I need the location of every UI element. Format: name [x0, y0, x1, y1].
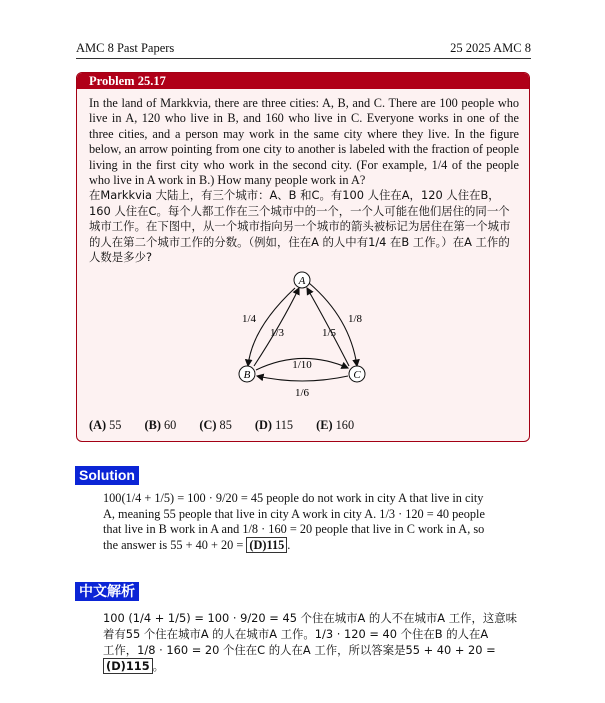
node-a: A [298, 275, 306, 287]
header-rule [76, 58, 531, 59]
answer-choices [89, 418, 374, 433]
label-a-b: 1/4 [241, 313, 257, 325]
label-c-b: 1/6 [294, 387, 310, 399]
chinese-solution-line-1: 100 (1/4 + 1/5) = 100 · 9/20 = 45 个住在城市A 的人不在城市A 工作，这意味 [103, 611, 518, 625]
solution-line-3: that live in B work in A and 1/8 · 160 = 20 people that live in C work in A, so [103, 522, 485, 537]
choice-c: (C) 85 [199, 418, 232, 432]
chinese-solution-body [103, 610, 533, 674]
label-c-a: 1/5 [321, 327, 337, 339]
arrow-c-to-b [257, 376, 348, 381]
chinese-solution-line-4: (D)115 。 [103, 658, 533, 674]
chinese-solution-line-2: 着有55 个住在城市A 的人在城市A 工作。1/3 · 120 = 40 个住在B 的人在A [103, 627, 489, 641]
node-c: C [353, 369, 361, 381]
label-a-c: 1/8 [347, 313, 363, 325]
choice-e: (E) 160 [316, 418, 355, 432]
choice-d: (D) 115 [254, 418, 294, 432]
chinese-solution-heading: 中文解析 [75, 582, 139, 601]
chinese-solution-line-3: 工作，1/8 · 160 = 20 个住在C 的人在A 工作，所以答案是55 + 40 + 20 = [103, 643, 496, 657]
chinese-answer-box: (D)115 [103, 658, 153, 674]
solution-heading: Solution [75, 466, 139, 485]
problem-english-text: In the land of Markkvia, there are three cities: A, B, and C. There are 100 people who live in A, 120 who live in B, and 160 who live in C. Everyone works in one of the three cities, and a person may work in the same city where they live. In the figure below, an arrow pointing from one city to another is labeled with the fraction of people living in the first city who work in the second city. (For example, 1/4 of the people who live in A work in B.) How many people work in A? [89, 96, 519, 188]
header-title: AMC 8 Past Papers [76, 41, 175, 55]
solution-line-4: the answer is 55 + 40 + 20 = (D)115 . [103, 537, 291, 552]
choice-a: (A) 55 [89, 418, 122, 432]
solution-line-1: 100(1/4 + 1/5) = 100 · 9/20 = 45 people do not work in city A that live in city [103, 491, 484, 505]
header-page-info: 25 2025 AMC 8 [450, 41, 531, 55]
solution-answer-box: (D)115 [246, 537, 287, 553]
solution-line-2: A, meaning 55 people that live in city A work in city A. 1/3 · 120 = 40 people [103, 506, 485, 521]
label-b-c: 1/10 [292, 359, 312, 371]
node-b: B [243, 369, 251, 381]
problem-title: Problem 25.17 [77, 73, 529, 89]
problem-chinese-text: 在Markkvia 大陆上，有三个城市：A、B 和C。有100 人住在A，120 人住在B，160 人住在C。每个人都工作在三个城市中的一个，一个人可能在他们居住的同一个城市工作。在下图中，从一个城市指向另一个城市的箭头被标记为居住在第一个城市的人在第二个城市工作的分数。（例如，住在A 的人中有1/4 在B 工作。）在A 工作的人数是多少? [89, 188, 511, 265]
solution-body [103, 491, 533, 553]
label-b-a: 1/3 [269, 327, 285, 339]
choice-b: (B) 60 [144, 418, 177, 432]
problem-body [89, 96, 519, 265]
city-diagram [232, 268, 382, 408]
